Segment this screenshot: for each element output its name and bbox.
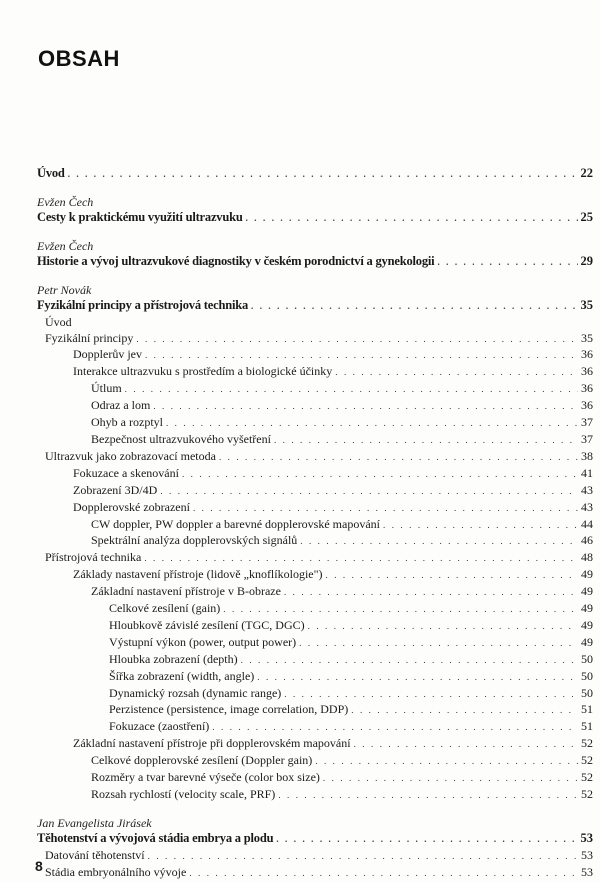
toc-entry-page: 53 <box>580 830 593 845</box>
toc-dot-leader <box>335 365 578 381</box>
toc-entry-title: Dopplerův jev <box>73 347 142 362</box>
toc-entry-page: 53 <box>581 864 593 879</box>
toc-subentry <box>37 719 593 736</box>
table-of-contents <box>37 166 593 882</box>
toc-subentry <box>37 533 593 550</box>
toc-subentry <box>37 770 593 787</box>
toc-entry-page: 52 <box>581 770 593 785</box>
toc-chapter-entry <box>37 298 593 315</box>
toc-chapter-entry <box>37 210 593 227</box>
toc-chapter-entry <box>37 254 593 271</box>
toc-entry-page: 44 <box>581 516 593 531</box>
toc-entry-title: Celkové dopplerovské zesílení (Doppler gain) <box>91 753 313 768</box>
toc-subentry <box>37 848 593 865</box>
toc-entry-page: 50 <box>581 668 593 683</box>
toc-entry-page: 48 <box>581 550 593 565</box>
toc-dot-leader <box>223 602 578 618</box>
toc-subentry <box>37 736 593 753</box>
toc-subentry <box>37 517 593 534</box>
toc-dot-leader <box>276 832 577 848</box>
toc-dot-leader <box>182 467 578 483</box>
toc-entry-title: Fokuzace a skenování <box>73 465 179 480</box>
toc-subentry <box>37 315 593 331</box>
toc-entry-title: Základní nastavení přístroje při dopplerovském mapování <box>73 736 351 751</box>
section-author: Evžen Čech <box>37 194 94 209</box>
toc-entry-page: 29 <box>580 253 593 268</box>
toc-dot-leader <box>300 534 578 550</box>
toc-entry-page: 50 <box>581 651 593 666</box>
toc-entry-page: 41 <box>581 465 593 480</box>
toc-subentry <box>37 787 593 804</box>
toc-dot-leader <box>326 568 579 584</box>
toc-entry-page: 38 <box>581 448 593 463</box>
toc-entry-title: Přístrojová technika <box>45 550 142 565</box>
toc-entry-title: Základy nastavení přístroje (lidově „knoflíkologie") <box>73 567 323 582</box>
toc-dot-leader <box>153 399 578 415</box>
toc-entry-page: 25 <box>580 209 593 224</box>
toc-entry-page: 36 <box>581 398 593 413</box>
toc-entry-page: 51 <box>581 702 593 717</box>
toc-entry-title: Úvod <box>45 314 72 329</box>
toc-subentry <box>37 652 593 669</box>
toc-entry-title: Zobrazení 3D/4D <box>73 482 158 497</box>
toc-entry-page: 22 <box>580 166 593 180</box>
toc-entry-page: 50 <box>581 685 593 700</box>
toc-entry-page: 35 <box>580 297 593 312</box>
toc-entry-page: 52 <box>581 753 593 768</box>
toc-subentry <box>37 381 593 398</box>
toc-dot-leader <box>136 332 578 348</box>
toc-dot-leader <box>145 348 578 364</box>
toc-entry-page: 49 <box>581 634 593 649</box>
toc-entry-page: 36 <box>581 381 593 396</box>
toc-entry-title: Těhotenství a vývojová stádia embrya a plodu <box>37 830 274 845</box>
toc-dot-leader <box>351 703 578 719</box>
toc-dot-leader <box>148 849 578 865</box>
toc-subentry <box>37 618 593 635</box>
toc-dot-leader <box>257 670 578 686</box>
toc-entry-title: Úvod <box>37 166 65 180</box>
toc-dot-leader <box>241 653 578 669</box>
toc-dot-leader <box>144 551 578 567</box>
toc-entry-page: 37 <box>581 415 593 430</box>
toc-entry-page: 52 <box>581 787 593 801</box>
toc-dot-leader <box>437 255 577 271</box>
toc-dot-leader <box>308 619 578 635</box>
toc-entry-page: 43 <box>581 499 593 514</box>
toc-dot-leader <box>274 433 578 449</box>
toc-subentry <box>37 483 593 500</box>
section-author: Petr Novák <box>37 282 92 297</box>
toc-entry-title: Bezpečnost ultrazvukového vyšetření <box>91 431 271 446</box>
toc-entry-title: Odraz a lom <box>91 398 151 413</box>
toc-entry-title: Celkové zesílení (gain) <box>109 601 221 616</box>
toc-entry-title: Dynamický rozsah (dynamic range) <box>109 685 282 700</box>
toc-entry-title: Interakce ultrazvuku s prostředím a biologické účinky <box>73 364 333 379</box>
toc-dot-leader <box>354 737 578 753</box>
toc-subentry <box>37 432 593 449</box>
toc-dot-leader <box>219 450 578 466</box>
toc-subentry <box>37 601 593 618</box>
toc-entry-title: Spektrální analýza dopplerovských signálů <box>91 533 298 548</box>
toc-entry-title: Hloubkově závislé zesílení (TGC, DGC) <box>109 617 305 632</box>
toc-dot-leader <box>246 211 578 227</box>
toc-entry-title: Základní nastavení přístroje v B-obraze <box>91 584 281 599</box>
toc-dot-leader <box>193 501 578 517</box>
toc-dot-leader <box>251 299 577 315</box>
toc-subentry <box>37 466 593 483</box>
toc-dot-leader <box>166 416 578 432</box>
toc-entry-page: 53 <box>581 847 593 862</box>
toc-entry-title: Fokuzace (zaostření) <box>109 719 210 734</box>
toc-subentry <box>37 753 593 770</box>
toc-dot-leader <box>125 382 578 398</box>
toc-entry-page: 36 <box>581 347 593 362</box>
toc-dot-leader <box>383 518 578 534</box>
page-number: 8 <box>35 858 43 874</box>
toc-entry-page: 51 <box>581 719 593 734</box>
toc-entry-title: Ohyb a rozptyl <box>91 415 163 430</box>
toc-subentry <box>37 415 593 432</box>
toc-dot-leader <box>323 771 578 787</box>
toc-subentry <box>37 865 593 882</box>
toc-dot-leader <box>284 585 578 601</box>
toc-entry-title: Hloubka zobrazení (depth) <box>109 651 238 666</box>
toc-entry-page: 52 <box>581 736 593 751</box>
toc-dot-leader <box>299 636 578 652</box>
toc-entry-title: Fyzikální principy a přístrojová technika <box>37 297 249 312</box>
toc-subentry <box>37 669 593 686</box>
toc-subentry <box>37 567 593 584</box>
toc-chapter-entry <box>37 166 593 183</box>
toc-dot-leader <box>315 754 578 770</box>
toc-subentry <box>37 347 593 364</box>
toc-entry-title: Rozsah rychlostí (velocity scale, PRF) <box>91 787 276 801</box>
toc-entry-title: Útlum <box>91 381 122 396</box>
page-title: OBSAH <box>38 46 120 71</box>
toc-subentry <box>37 449 593 466</box>
section-author: Jan Evangelista Jirásek <box>37 815 152 830</box>
toc-entry-title: Fyzikální principy <box>45 330 134 345</box>
toc-entry-title: Rozměry a tvar barevné výseče (color box size) <box>91 770 320 785</box>
toc-subentry <box>37 500 593 517</box>
toc-entry-title: Datování těhotenství <box>45 847 145 862</box>
toc-subentry <box>37 550 593 567</box>
toc-dot-leader <box>212 720 578 736</box>
toc-entry-title: Historie a vývoj ultrazvukové diagnostiky v českém porodnictví a gynekologii <box>37 253 435 268</box>
toc-dot-leader <box>278 788 578 804</box>
toc-entry-page: 49 <box>581 617 593 632</box>
toc-entry-title: Výstupní výkon (power, output power) <box>109 634 297 649</box>
toc-entry-page: 36 <box>581 364 593 379</box>
toc-subentry <box>37 686 593 703</box>
toc-entry-page: 35 <box>581 330 593 345</box>
toc-dot-leader <box>189 866 578 882</box>
toc-dot-leader <box>284 687 578 703</box>
toc-dot-leader <box>68 167 578 183</box>
toc-entry-page: 37 <box>581 431 593 446</box>
toc-entry-page: 43 <box>581 482 593 497</box>
toc-entry-page: 49 <box>581 567 593 582</box>
toc-entry-page: 46 <box>581 533 593 548</box>
toc-entry-title: Šířka zobrazení (width, angle) <box>109 668 255 683</box>
toc-dot-leader <box>160 484 578 500</box>
toc-subentry <box>37 584 593 601</box>
toc-subentry <box>37 331 593 348</box>
toc-subentry <box>37 635 593 652</box>
section-author: Evžen Čech <box>37 238 94 253</box>
toc-subentry <box>37 364 593 381</box>
toc-entry-title: Ultrazvuk jako zobrazovací metoda <box>45 448 216 463</box>
toc-entry-page: 49 <box>581 584 593 599</box>
toc-chapter-entry <box>37 831 593 848</box>
toc-entry-title: Stádia embryonálního vývoje <box>45 864 187 879</box>
toc-subentry <box>37 702 593 719</box>
toc-entry-page: 49 <box>581 601 593 616</box>
toc-subentry <box>37 398 593 415</box>
toc-entry-title: CW doppler, PW doppler a barevné dopplerovské mapování <box>91 516 381 531</box>
toc-entry-title: Perzistence (persistence, image correlation, DDP) <box>109 702 349 717</box>
toc-entry-title: Dopplerovské zobrazení <box>73 499 190 514</box>
toc-entry-title: Cesty k praktickému využití ultrazvuku <box>37 209 243 224</box>
